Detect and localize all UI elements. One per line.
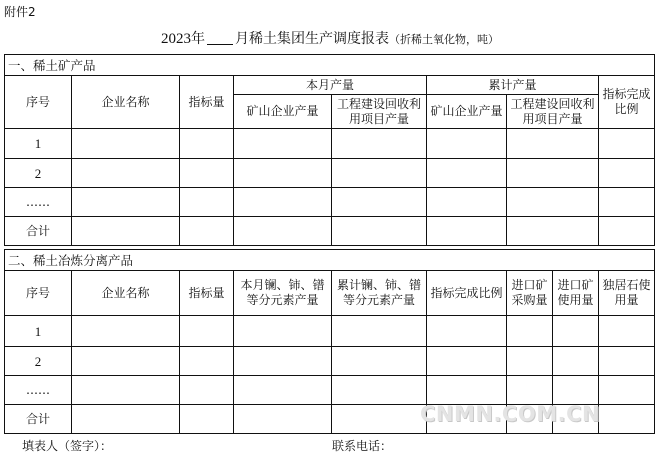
table-cell[interactable] [427, 129, 507, 159]
header-cumulative-element-output: 累计镧、铈、镨等分元素产量 [332, 271, 427, 316]
table-cell[interactable] [427, 217, 507, 246]
report-title [0, 30, 660, 49]
table-cell[interactable] [234, 188, 332, 217]
table-row [5, 188, 655, 217]
row-seq: 2 [5, 159, 72, 188]
attachment-label: 附件2 [4, 5, 36, 19]
table-cell[interactable] [507, 159, 599, 188]
section1-heading: 一、稀土矿产品 [5, 55, 655, 76]
table-cell[interactable] [507, 376, 553, 405]
row-seq: 1 [5, 316, 72, 347]
row-seq-total: 合计 [5, 217, 72, 246]
table-cell[interactable] [72, 129, 180, 159]
table-cell[interactable] [553, 376, 599, 405]
row-seq: 1 [5, 129, 72, 159]
table-row [5, 316, 655, 347]
table-cell[interactable] [599, 347, 655, 376]
table-cell[interactable] [553, 316, 599, 347]
table-cell[interactable] [507, 347, 553, 376]
header-company: 企业名称 [72, 271, 180, 316]
table-cell[interactable] [332, 316, 427, 347]
table-cell[interactable] [180, 347, 234, 376]
table-cell[interactable] [599, 188, 655, 217]
table-cell[interactable] [234, 376, 332, 405]
table-row [5, 129, 655, 159]
table-cell[interactable] [427, 347, 507, 376]
title-main: 月稀土集团生产调度报表 [235, 31, 389, 47]
table-cell[interactable] [180, 188, 234, 217]
table-cell[interactable] [599, 316, 655, 347]
table-cell[interactable] [180, 405, 234, 434]
header-quota: 指标量 [180, 271, 234, 316]
header-completion-ratio: 指标完成比例 [599, 76, 655, 129]
table-cell[interactable] [599, 376, 655, 405]
header-completion-ratio: 指标完成比例 [427, 271, 507, 316]
table-cell[interactable] [72, 316, 180, 347]
header-import-purchase: 进口矿采购量 [507, 271, 553, 316]
table-cell[interactable] [427, 376, 507, 405]
table-row [5, 347, 655, 376]
rare-earth-mineral-table [4, 54, 655, 246]
table-cell[interactable] [234, 316, 332, 347]
table-row-total [5, 217, 655, 246]
table-cell[interactable] [332, 405, 427, 434]
header-cumulative-mine-output: 矿山企业产量 [427, 95, 507, 129]
table-row [5, 159, 655, 188]
table-cell[interactable] [332, 376, 427, 405]
table-cell[interactable] [507, 405, 553, 434]
table-cell[interactable] [427, 405, 507, 434]
table-cell[interactable] [180, 316, 234, 347]
table-cell[interactable] [72, 217, 180, 246]
table-cell[interactable] [332, 188, 427, 217]
table-cell[interactable] [599, 159, 655, 188]
table-cell[interactable] [332, 129, 427, 159]
header-seq: 序号 [5, 76, 72, 129]
table-cell[interactable] [72, 376, 180, 405]
row-seq-total: 合计 [5, 405, 72, 434]
table-cell[interactable] [507, 188, 599, 217]
table-cell[interactable] [599, 129, 655, 159]
table-cell[interactable] [427, 316, 507, 347]
header-month-output: 本月产量 [234, 76, 427, 95]
header-seq: 序号 [5, 271, 72, 316]
table-cell[interactable] [180, 217, 234, 246]
table-cell[interactable] [72, 159, 180, 188]
table-cell[interactable] [234, 217, 332, 246]
header-company: 企业名称 [72, 76, 180, 129]
table-cell[interactable] [234, 129, 332, 159]
table-cell[interactable] [180, 376, 234, 405]
header-month-element-output: 本月镧、铈、镨等分元素产量 [234, 271, 332, 316]
table-cell[interactable] [507, 316, 553, 347]
table-cell[interactable] [332, 347, 427, 376]
table-cell[interactable] [507, 217, 599, 246]
table-cell[interactable] [599, 217, 655, 246]
row-seq: …… [5, 188, 72, 217]
contact-phone-label: 联系电话： [332, 439, 393, 453]
table-row [5, 376, 655, 405]
header-import-usage: 进口矿使用量 [553, 271, 599, 316]
title-year-suffix: 年 [191, 31, 205, 47]
title-unit-note: （折稀土氧化物，吨） [389, 33, 499, 46]
table-cell[interactable] [180, 129, 234, 159]
header-quota: 指标量 [180, 76, 234, 129]
table-cell[interactable] [427, 188, 507, 217]
header-month-mine-output: 矿山企业产量 [234, 95, 332, 129]
month-blank-field[interactable] [207, 30, 233, 45]
filler-signature-label: 填表人（签字）： [22, 439, 113, 453]
row-seq: 2 [5, 347, 72, 376]
table-cell[interactable] [180, 159, 234, 188]
site-watermark: CNMN.COM.CN [420, 402, 601, 426]
section2-heading: 二、稀土冶炼分离产品 [5, 250, 655, 271]
header-cumulative-output: 累计产量 [427, 76, 599, 95]
header-cumulative-recovery-output: 工程建设回收利用项目产量 [507, 95, 599, 129]
table-cell[interactable] [72, 347, 180, 376]
table-cell[interactable] [234, 405, 332, 434]
table-cell[interactable] [553, 347, 599, 376]
table-cell[interactable] [599, 405, 655, 434]
table-cell[interactable] [234, 347, 332, 376]
table-cell[interactable] [72, 405, 180, 434]
table-cell[interactable] [427, 159, 507, 188]
row-seq: …… [5, 376, 72, 405]
table-cell[interactable] [507, 129, 599, 159]
table-row-total [5, 405, 655, 434]
table-cell[interactable] [332, 159, 427, 188]
rare-earth-smelting-table [4, 249, 655, 434]
header-month-recovery-output: 工程建设回收利用项目产量 [332, 95, 427, 129]
table-cell[interactable] [72, 188, 180, 217]
table-cell[interactable] [553, 405, 599, 434]
title-year: 2023 [161, 31, 191, 47]
header-monazite-usage: 独居石使用量 [599, 271, 655, 316]
table-cell[interactable] [234, 159, 332, 188]
table-cell[interactable] [332, 217, 427, 246]
